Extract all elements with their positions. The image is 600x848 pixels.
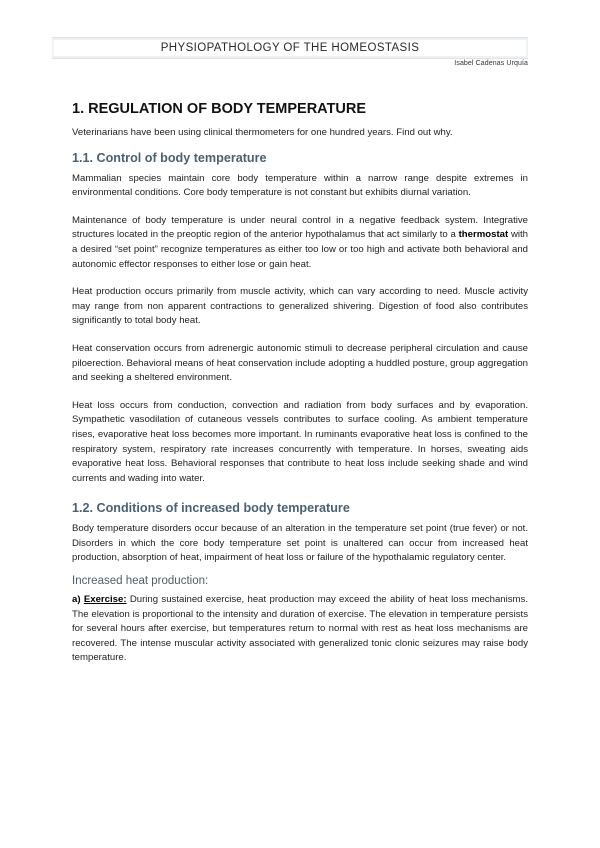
section-1-2-heading: 1.2. Conditions of increased body temperature	[72, 501, 350, 516]
thermostat-keyword: thermostat	[458, 229, 509, 241]
paragraph-neural-control	[72, 214, 528, 272]
document-body	[72, 100, 528, 666]
paragraph-heat-loss: Heat loss occurs from conduction, convection and radiation from body surfaces and by evaporation. Sympathetic vasodilation of cutaneous vessels contributes to surface cooling. As ambient temperature rises, evaporative heat loss becomes more important. In ruminants evaporative heat loss is confined to the respiratory system, respiratory rate increases concurrently with temperature. In horses, sweating aids evaporative heat loss. Behavioral responses that contribute to heat loss include seeking shade and wind currents and wading into water.	[72, 399, 528, 484]
paragraph-heat-production: Heat production occurs primarily from muscle activity, which can vary according to need. Muscle activity may range from non apparent contractions to generalized shivering. Digestion of food also contributes significantly to total body heat.	[72, 286, 528, 327]
exercise-label: Exercise:	[83, 594, 127, 606]
author-name: Isabel Cadenas Urquía	[454, 60, 528, 67]
paragraph-heat-conservation: Heat conservation occurs from adrenergic autonomic stimuli to decrease peripheral circulation and cause piloerection. Behavioral means of heat conservation include adopting a huddled posture, group aggregation and seeking a sheltered environment.	[72, 342, 528, 384]
section-1-heading: 1. REGULATION OF BODY TEMPERATURE	[72, 101, 367, 117]
paragraph-core-temperature: Mammalian species maintain core body temperature within a narrow range despite extremes in environmental conditions. Core body temperature is not constant but exhibits diurnal variation.	[72, 172, 528, 199]
neural-control-text-1: Maintenance of body temperature is under neural control in a negative feedback system. Integrative structures located in the preoptic region of the anterior hypothalamus that act similarly to a	[72, 214, 528, 241]
header-title: PHYSIOPATHOLOGY OF THE HOMEOSTASIS	[160, 42, 420, 54]
paragraph-exercise	[72, 593, 528, 666]
section-1-1-heading: 1.1. Control of body temperature	[72, 150, 267, 165]
neural-control-text-2: with a desired “set point” recognize temperatures as either too low or too high and activate both behavioral and autonomic effector responses to either lose or gain heat.	[72, 229, 529, 270]
subheading-increased-heat-production: Increased heat production:	[72, 575, 209, 588]
running-header	[52, 37, 528, 59]
exercise-prefix: a)	[72, 594, 84, 606]
exercise-text: During sustained exercise, heat production may exceed the ability of heat loss mechanisms. The elevation is proportional to the intensity and duration of exercise. The elevation in temperature persists for several hours after exercise, but temperatures return to normal with rest as heat loss mechanisms are recovered. The intense muscular activity associated with generalized tonic clonic seizures may raise body temperature.	[72, 594, 528, 664]
paragraph-temperature-disorders: Body temperature disorders occur because of an alteration in the temperature set point (true fever) or not. Disorders in which the core body temperature set point is unaltered can occur from increased heat production, absorption of heat, impairment of heat loss or failure of the hypothalamic regulatory center.	[72, 523, 528, 564]
section-1-intro: Veterinarians have been using clinical thermometers for one hundred years. Find out why.	[72, 127, 453, 138]
